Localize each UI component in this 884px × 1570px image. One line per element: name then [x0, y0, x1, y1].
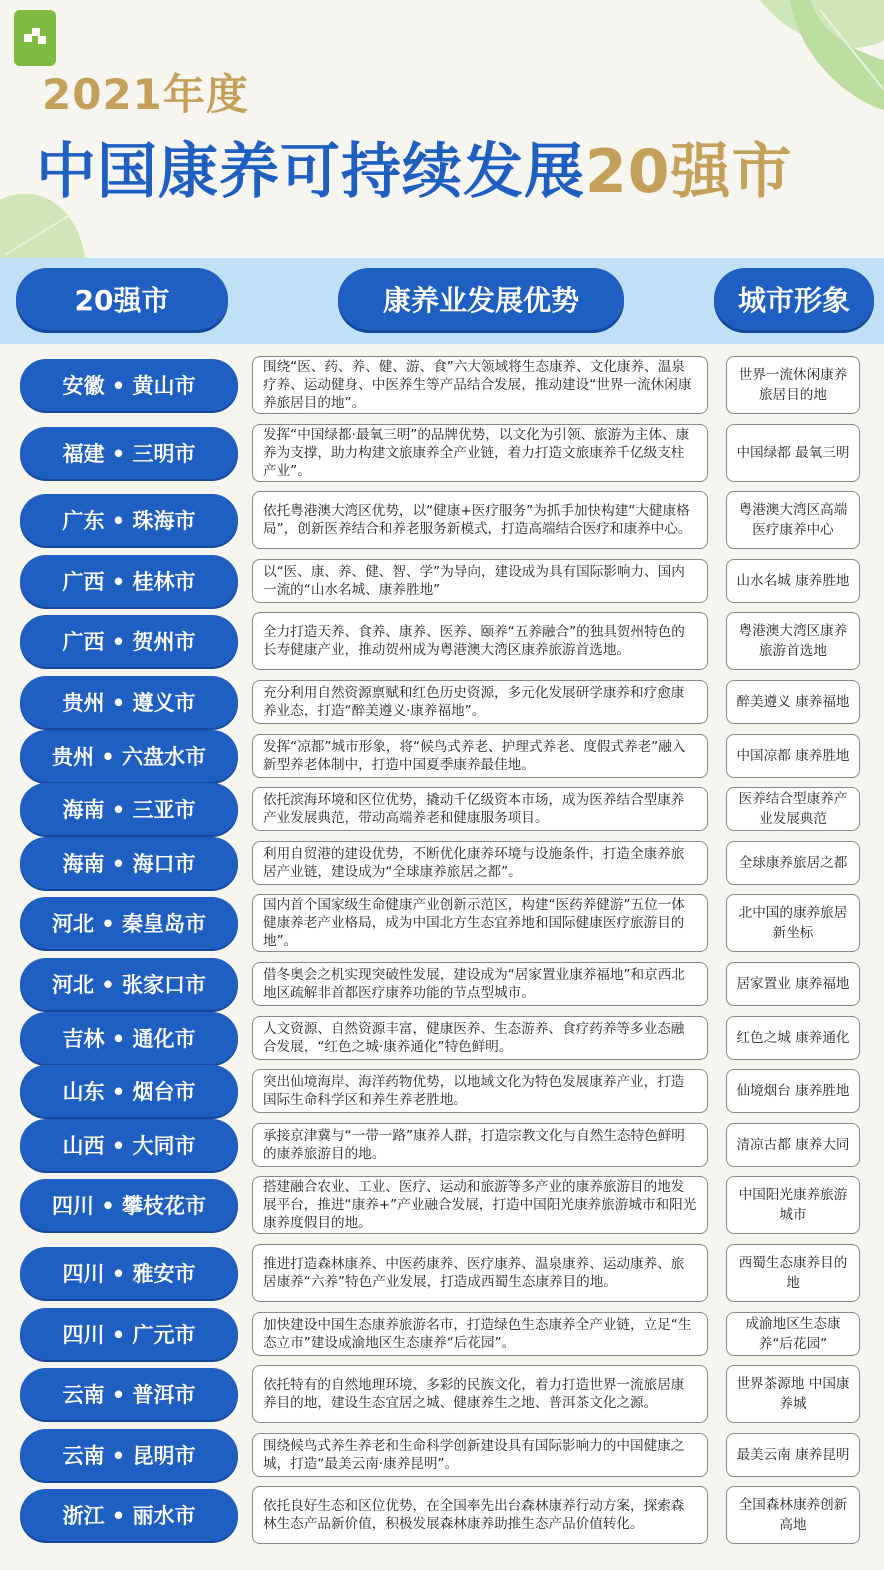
- advantage-cell: 利用自贸港的建设优势，不断优化康养环境与设施条件，打造全康养旅居产业链，建设成为“全球康养旅居之都”。: [252, 841, 708, 885]
- column-header-advantage: 康养业发展优势: [338, 268, 624, 330]
- image-cell: 仙境烟台 康养胜地: [726, 1069, 860, 1113]
- year-title: 2021年度: [42, 70, 249, 119]
- advantage-cell: 依托滨海环境和区位优势，撬动千亿级资本市场，成为医养结合型康养产业发展典范，带动高端养老和健康服务项目。: [252, 787, 708, 831]
- table-row: [0, 841, 884, 885]
- advantage-cell: 国内首个国家级生命健康产业创新示范区，构建“医药养健游”五位一体健康养老产业格局，成为中国北方生态宜养地和国际健康医疗旅游目的地”。: [252, 894, 708, 952]
- image-cell: 最美云南 康养昆明: [726, 1433, 860, 1477]
- table-row: [0, 491, 884, 549]
- advantage-cell: 依托特有的自然地理环境、多彩的民族文化，着力打造世界一流旅居康养目的地，建设生态宜居之城、健康养生之地、普洱茶文化之源。: [252, 1365, 708, 1423]
- image-cell: 全球康养旅居之都: [726, 841, 860, 885]
- table-row: [0, 612, 884, 670]
- city-pill: 广西 • 桂林市: [20, 555, 238, 607]
- advantage-cell: 发挥“中国绿都·最氧三明”的品牌优势，以文化为引领、旅游为主体、康养为支撑，助力构建文旅康养全产业链，着力打造文旅康养千亿级支柱产业”。: [252, 424, 708, 482]
- advantage-cell: 依托粤港澳大湾区优势，以“健康+医疗服务”为抓手加快构建“大健康格局”，创新医养结合和养老服务新模式，打造高端结合医疗和康养中心。: [252, 491, 708, 549]
- logo-badge: [14, 10, 56, 66]
- table-row: [0, 680, 884, 724]
- table-row: [0, 787, 884, 831]
- advantage-cell: 突出仙境海岸、海洋药物优势，以地域文化为特色发展康养产业，打造国际生命科学区和养生养老胜地。: [252, 1069, 708, 1113]
- city-pill: 四川 • 雅安市: [20, 1247, 238, 1299]
- image-cell: 山水名城 康养胜地: [726, 559, 860, 603]
- page-title: [36, 124, 793, 210]
- leaf-decoration-top-right-icon: [700, 0, 884, 130]
- page-title-accent: 20强市: [585, 137, 793, 207]
- column-header-city: 20强市: [16, 268, 228, 330]
- city-pill: 福建 • 三明市: [20, 427, 238, 479]
- image-cell: 中国绿都 最氧三明: [726, 424, 860, 482]
- advantage-cell: 借冬奥会之机实现突破性发展，建设成为“居家置业康养福地”和京西北地区疏解非首都医疗康养功能的节点型城市。: [252, 962, 708, 1006]
- table-row: [0, 734, 884, 778]
- city-pill: 安徽 • 黄山市: [20, 359, 238, 411]
- advantage-cell: 围绕“医、药、养、健、游、食”六大领域将生态康养、文化康养、温泉疗养、运动健身、中医养生等产品结合发展，推动建设“世界一流休闲康养旅居目的地”。: [252, 356, 708, 414]
- advantage-cell: 围绕候鸟式养生养老和生命科学创新建设具有国际影响力的中国健康之城，打造“最美云南·康养昆明”。: [252, 1433, 708, 1477]
- table-row: [0, 1176, 884, 1234]
- image-cell: 全国森林康养创新高地: [726, 1486, 860, 1544]
- image-cell: 世界茶源地 中国康养城: [726, 1365, 860, 1423]
- city-pill: 广西 • 贺州市: [20, 615, 238, 667]
- city-pill: 四川 • 攀枝花市: [20, 1179, 238, 1231]
- advantage-cell: 以“医、康、养、健、智、学”为导向，建设成为具有国际影响力、国内一流的“山水名城、康养胜地”: [252, 559, 708, 603]
- image-cell: 粤港澳大湾区康养旅游首选地: [726, 612, 860, 670]
- table-row: [0, 962, 884, 1006]
- image-cell: 西蜀生态康养目的地: [726, 1244, 860, 1302]
- city-pill: 海南 • 三亚市: [20, 783, 238, 835]
- advantage-cell: 全力打造天养、食养、康养、医养、颐养“五养融合”的独具贺州特色的长寿健康产业，推动贺州成为粤港澳大湾区康养旅游首选地。: [252, 612, 708, 670]
- table-row: [0, 894, 884, 952]
- table-row: [0, 1433, 884, 1477]
- advantage-cell: 依托良好生态和区位优势，在全国率先出台森林康养行动方案，探索森林生态产品新价值，积极发展森林康养助推生态产品价值转化。: [252, 1486, 708, 1544]
- table-row: [0, 1123, 884, 1167]
- advantage-cell: 发挥“凉都”城市形象，将“候鸟式养老、护理式养老、度假式养老”融入新型养老体制中，打造中国夏季康养最佳地。: [252, 734, 708, 778]
- table-row: [0, 559, 884, 603]
- advantage-cell: 承接京津冀与“一带一路”康养人群，打造宗教文化与自然生态特色鲜明的康养旅游目的地。: [252, 1123, 708, 1167]
- image-cell: 北中国的康养旅居新坐标: [726, 894, 860, 952]
- table-row: [0, 424, 884, 482]
- advantage-cell: 推进打造森林康养、中医药康养、医疗康养、温泉康养、运动康养、旅居康养“六养”特色产业发展，打造成西蜀生态康养目的地。: [252, 1244, 708, 1302]
- column-header-image: 城市形象: [714, 268, 874, 330]
- table-row: [0, 1244, 884, 1302]
- city-pill: 山西 • 大同市: [20, 1119, 238, 1171]
- table-row: [0, 356, 884, 414]
- table-row: [0, 1016, 884, 1060]
- city-pill: 海南 • 海口市: [20, 837, 238, 889]
- advantage-cell: 充分利用自然资源禀赋和红色历史资源，多元化发展研学康养和疗愈康养业态，打造“醉美遵义·康养福地”。: [252, 680, 708, 724]
- city-pill: 浙江 • 丽水市: [20, 1489, 238, 1541]
- city-pill: 河北 • 秦皇岛市: [20, 897, 238, 949]
- city-pill: 贵州 • 遵义市: [20, 676, 238, 728]
- advantage-cell: 加快建设中国生态康养旅游名市，打造绿色生态康养全产业链，立足“生态立市”建设成渝地区生态康养“后花园”。: [252, 1312, 708, 1356]
- image-cell: 中国阳光康养旅游城市: [726, 1176, 860, 1234]
- advantage-cell: 搭建融合农业、工业、医疗、运动和旅游等多产业的康养旅游目的地发展平台，推进“康养+”产业融合发展，打造中国阳光康养旅游城市和阳光康养度假目的地。: [252, 1176, 708, 1234]
- logo-mark-icon: [22, 24, 48, 50]
- image-cell: 世界一流休闲康养旅居目的地: [726, 356, 860, 414]
- city-pill: 河北 • 张家口市: [20, 958, 238, 1010]
- image-cell: 粤港澳大湾区高端医疗康养中心: [726, 491, 860, 549]
- city-pill: 四川 • 广元市: [20, 1308, 238, 1360]
- city-pill: 吉林 • 通化市: [20, 1012, 238, 1064]
- image-cell: 醉美遵义 康养福地: [726, 680, 860, 724]
- table-row: [0, 1365, 884, 1423]
- image-cell: 居家置业 康养福地: [726, 962, 860, 1006]
- city-pill: 云南 • 昆明市: [20, 1429, 238, 1481]
- advantage-cell: 人文资源、自然资源丰富，健康医养、生态游养、食疗药养等多业态融合发展，“红色之城·康养通化”特色鲜明。: [252, 1016, 708, 1060]
- page-title-main: 中国康养可持续发展: [36, 137, 585, 207]
- image-cell: 清凉古都 康养大同: [726, 1123, 860, 1167]
- image-cell: 成渝地区生态康养“后花园”: [726, 1312, 860, 1356]
- city-pill: 广东 • 珠海市: [20, 494, 238, 546]
- image-cell: 医养结合型康养产业发展典范: [726, 787, 860, 831]
- table-row: [0, 1486, 884, 1544]
- table-row: [0, 1069, 884, 1113]
- city-pill: 贵州 • 六盘水市: [20, 730, 238, 782]
- city-pill: 云南 • 普洱市: [20, 1368, 238, 1420]
- city-table: [0, 356, 884, 1544]
- city-pill: 山东 • 烟台市: [20, 1065, 238, 1117]
- table-row: [0, 1312, 884, 1356]
- image-cell: 红色之城 康养通化: [726, 1016, 860, 1060]
- image-cell: 中国凉都 康养胜地: [726, 734, 860, 778]
